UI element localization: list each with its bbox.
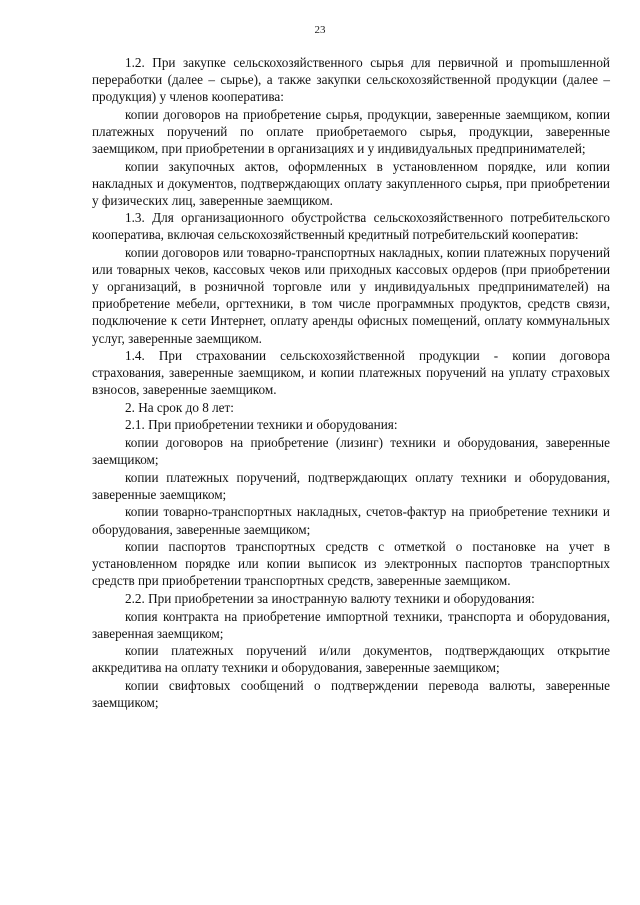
paragraph-2-2-swift: копии свифтовых сообщений о подтверждении перевода валюты, заверенные заемщиком; <box>92 677 610 710</box>
paragraph-2-1: 2.1. При приобретении техники и оборудования: <box>125 417 398 433</box>
paragraph-1-3: 1.3. Для организационного обустройства сельскохозяйственного потребительского кооператива, включая сельскохозяйственный кредитный потребительский кооператив: <box>92 210 610 243</box>
document-body <box>92 54 610 712</box>
paragraph-2-2: 2.2. При приобретении за иностранную валюту техники и оборудования: <box>125 590 535 606</box>
paragraph-1-2-contracts: копии договоров на приобретение сырья, продукции, заверенные заемщиком, копии платежных поручений по оплате приобретаемого сырья, продукции, заверенные заемщиком, при приобретении в организациях и у индивидуальных предпринимателей; <box>92 106 610 156</box>
paragraph-2-1-contracts: копии договоров на приобретение (лизинг) техники и оборудования, заверенные заемщиком; <box>92 435 610 468</box>
paragraph-1-2: 1.2. При закупке сельскохозяйственного сырья для первичной и проmышленной переработки (далее – сырье), а также закупки сельскохозяйственной продукции (далее – продукция) у членов кооператива: <box>92 55 610 105</box>
paragraph-2-1-payments: копии платежных поручений, подтверждающих оплату техники и оборудования, заверенные заемщиком; <box>92 469 610 502</box>
page-number: 23 <box>314 24 326 36</box>
paragraph-2-1-vehicle-passports: копии паспортов транспортных средств с отметкой о постановке на учет в установленном порядке или копии выписок из электронных паспортов транспортных средств при приобретении транспортных средств, заверенные заемщиком. <box>92 539 610 589</box>
paragraph-2-2-letter-of-credit: копии платежных поручений и/или документов, подтверждающих открытие аккредитива на оплату техники и оборудования, заверенные заемщиком; <box>92 643 610 676</box>
paragraph-1-3-documents: копии договоров или товарно-транспортных накладных, копии платежных поручений или товарных чеков, кассовых чеков или приходных кассовых ордеров (при приобретении у организаций, в розничной торговле или у индивидуальных предпринимателей) на приобретение мебели, оргтехники, в том числе программных продуктов, средств связи, подключение к сети Интернет, оплату аренды офисных помещений, оплату коммунальных услуг, заверенные заемщиком. <box>92 245 610 346</box>
paragraph-1-2-purchase-acts: копии закупочных актов, оформленных в установленном порядке, или копии накладных и документов, подтверждающих оплату закупленного сырья, при приобретении у физических лиц, заверенные заемщиком. <box>92 158 610 208</box>
paragraph-2-2-contract: копия контракта на приобретение импортной техники, транспорта и оборудования, заверенная заемщиком; <box>92 608 610 641</box>
paragraph-1-4: 1.4. При страховании сельскохозяйственной продукции - копии договора страхования, заверенные заемщиком, и копии платежных поручений на уплату страховых взносов, заверенные заемщиком. <box>92 348 610 398</box>
paragraph-2: 2. На срок до 8 лет: <box>125 399 234 415</box>
paragraph-2-1-waybills: копии товарно-транспортных накладных, счетов-фактур на приобретение техники и оборудования, заверенные заемщиком; <box>92 504 610 537</box>
